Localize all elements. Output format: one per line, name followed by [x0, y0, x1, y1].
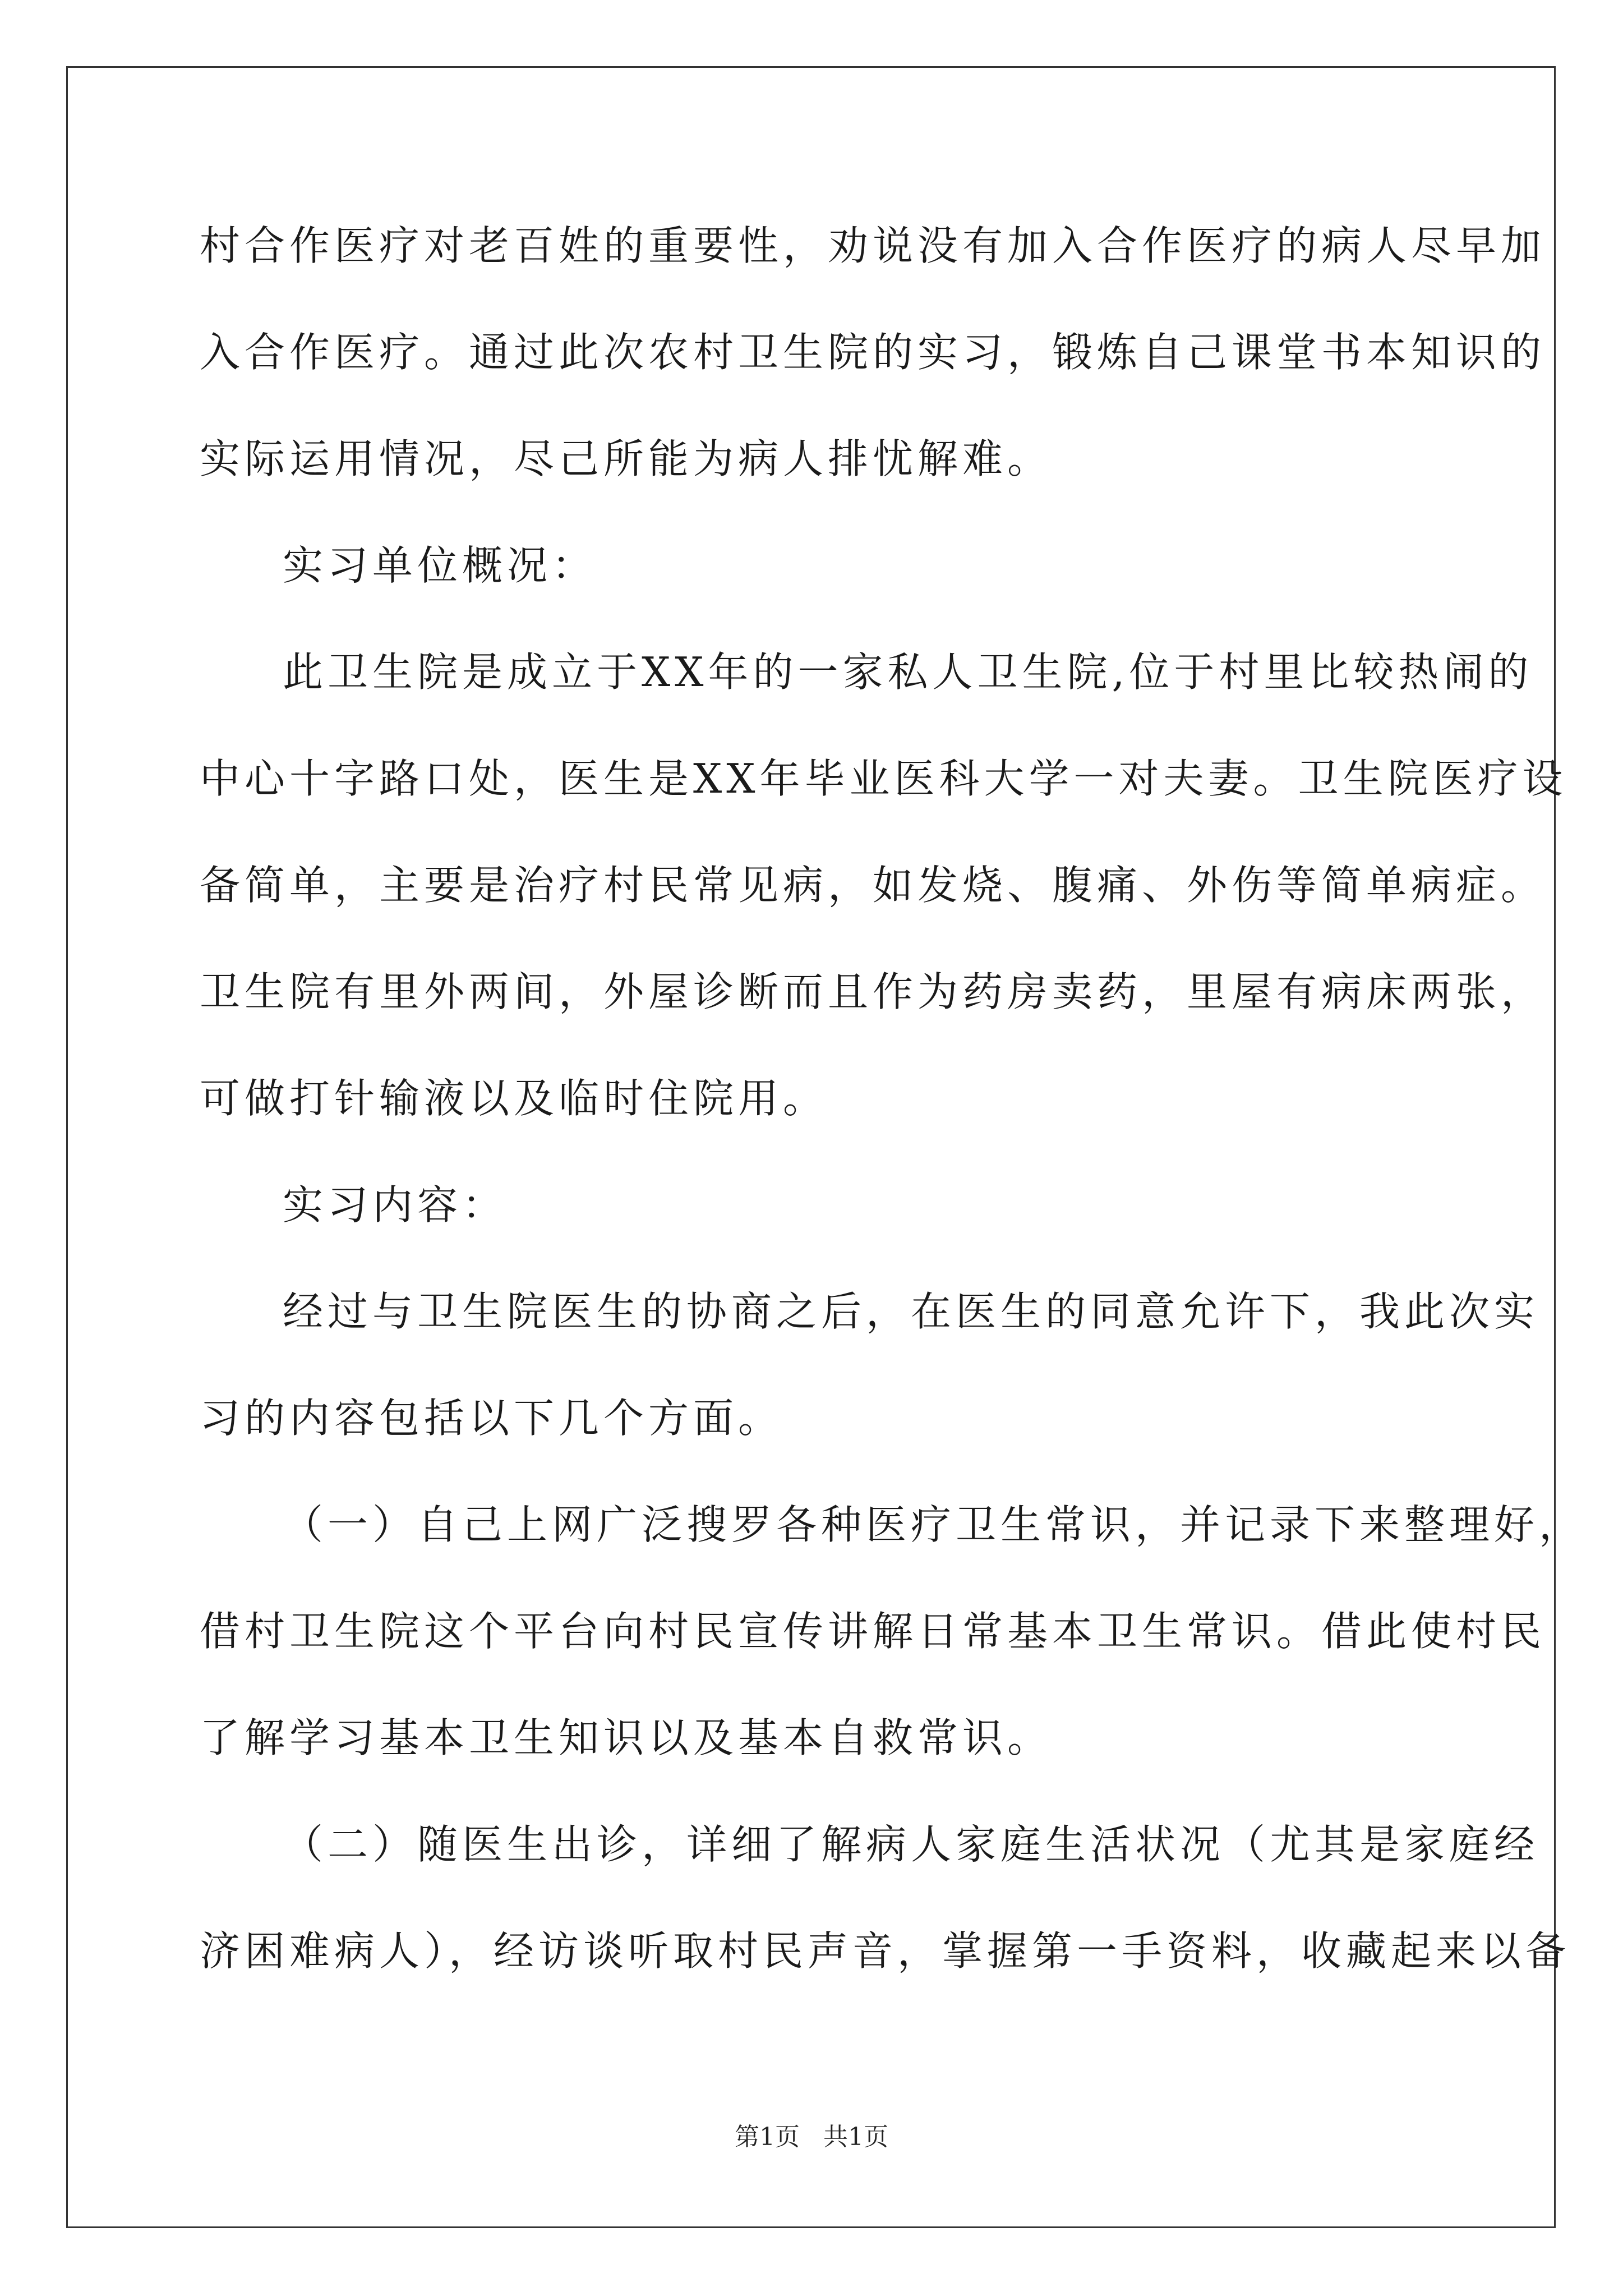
text-line: （一）自己上网广泛搜罗各种医疗卫生常识，并记录下来整理好， [283, 1501, 1584, 1548]
text-line: 了解学习基本卫生知识以及基本自救常识。 [200, 1714, 1053, 1761]
text-line: 习的内容包括以下几个方面。 [200, 1395, 783, 1442]
text-line: 可做打针输液以及临时住院用。 [200, 1075, 828, 1122]
text-line: 实际运用情况，尽己所能为病人排忧解难。 [200, 435, 1053, 482]
section-heading: 实习内容： [283, 1181, 508, 1228]
text-line: 此卫生院是成立于XX年的一家私人卫生院,位于村里比较热闹的 [283, 648, 1533, 696]
text-line: 卫生院有里外两间，外屋诊断而且作为药房卖药，里屋有病床两张， [200, 968, 1546, 1015]
document-body [200, 218, 1584, 2030]
section-heading: 实习单位概况： [283, 542, 597, 589]
text-line: 济困难病人），经访谈听取村民声音，掌握第一手资料，收藏起来以备 [200, 1927, 1571, 1975]
text-line: 备简单，主要是治疗村民常见病，如发烧、腹痛、外伤等简单病症。 [200, 862, 1546, 909]
page-number-footer: 第1页 共1页 [735, 2123, 888, 2151]
text-line: 中心十字路口处，医生是XX年毕业医科大学一对夫妻。卫生院医疗设 [200, 755, 1567, 802]
text-line: 入合作医疗。通过此次农村卫生院的实习，锻炼自己课堂书本知识的 [200, 329, 1546, 376]
text-line: 村合作医疗对老百姓的重要性，劝说没有加入合作医疗的病人尽早加 [200, 222, 1546, 269]
text-line: 借村卫生院这个平台向村民宣传讲解日常基本卫生常识。借此使村民 [200, 1608, 1546, 1655]
text-line: （二）随医生出诊，详细了解病人家庭生活状况（尤其是家庭经 [283, 1821, 1539, 1868]
text-line: 经过与卫生院医生的协商之后，在医生的同意允许下，我此次实 [283, 1288, 1539, 1335]
